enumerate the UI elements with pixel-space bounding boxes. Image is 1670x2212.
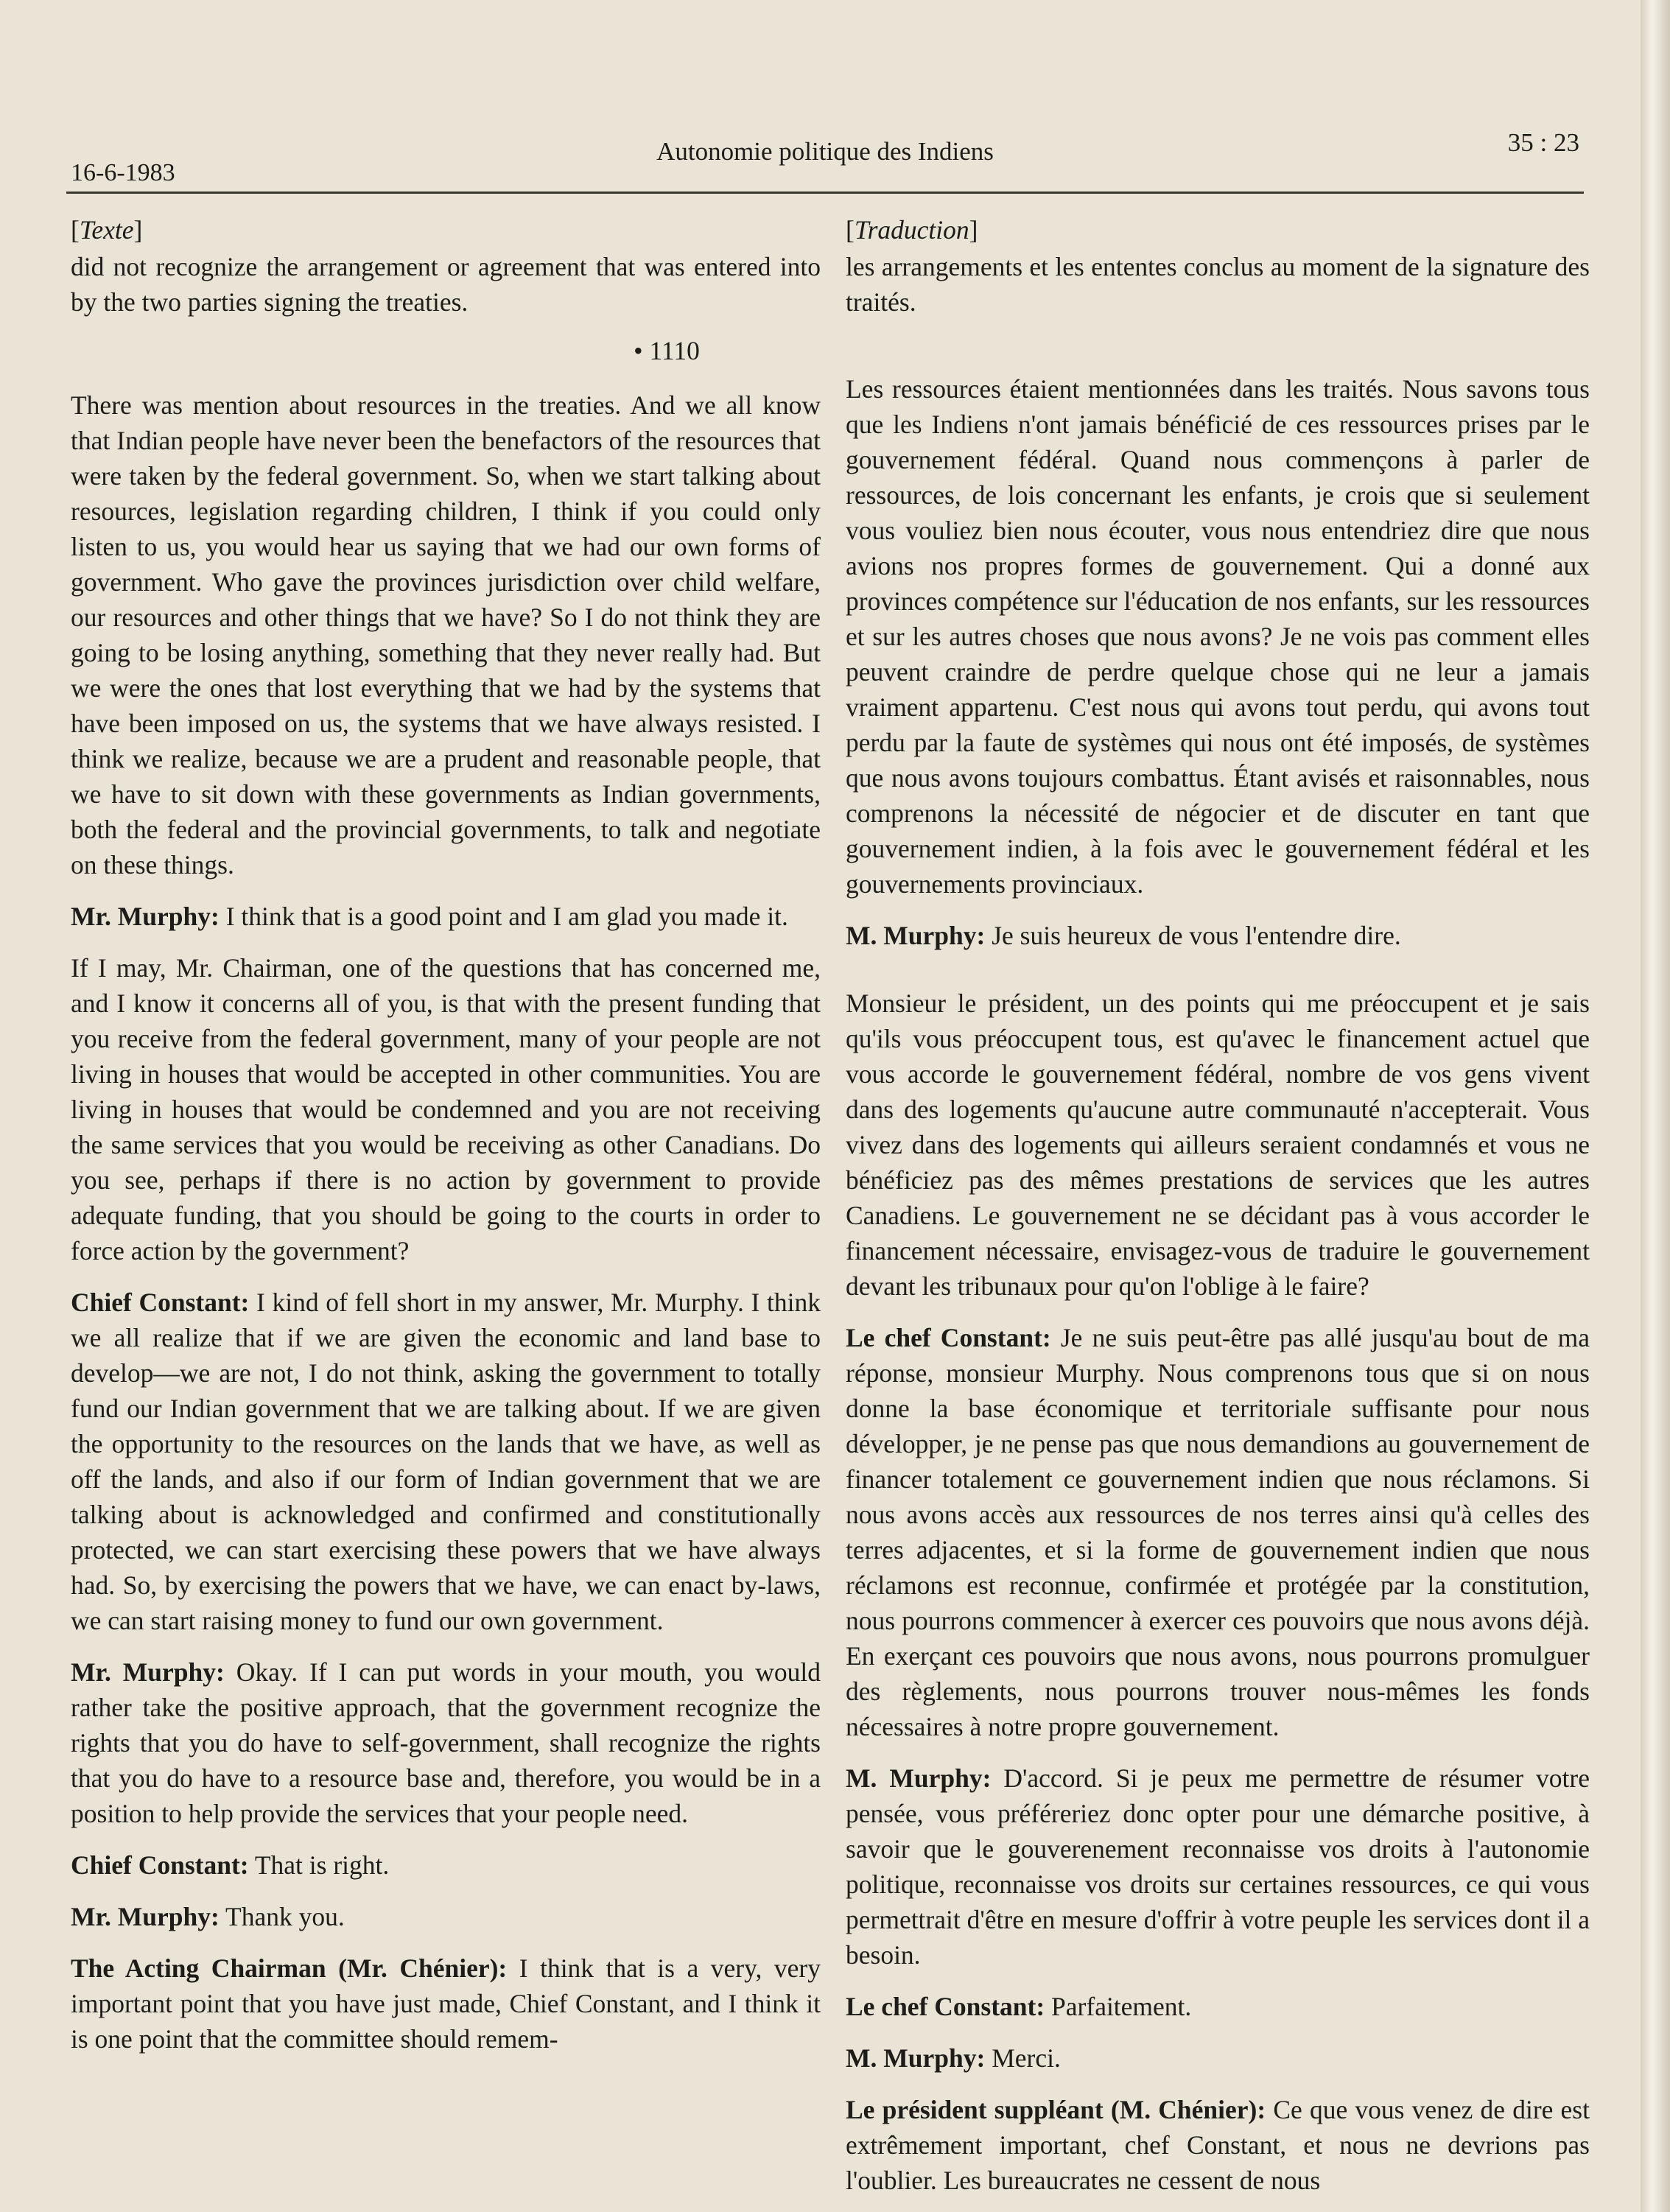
speaker-name: Mr. Murphy:	[71, 1902, 220, 1931]
speech-paragraph: Le chef Constant: Je ne suis peut-être pas allé jusqu'au bout de ma réponse, monsieur Murphy. Nous comprenons tous que si on nous donne la base économique et territoriale suffisante pour nous développer, je ne pense pas que nous demandions au gouvernement de financer totalement ce gouvernement indien que nous réclamons. Si nous avons accès aux ressources de nos terres ainsi qu'à celles des terres adjacentes, et si la forme de gouvernement indien que nous réclamons est reconnue, confirmée et protégée par la constitution, nous pourrons commencer à exercer ces pouvoirs que nous avons déjà. En exerçant ces pouvoirs que nous avons, nous pourrons promulguer des règlements, nous pourrons trouver nous-mêmes les fonds nécessaires à notre propre gouvernement.	[846, 1323, 1590, 1741]
speech-paragraph: The Acting Chairman (Mr. Chénier): I think that is a very, very important point that you have just made, Chief Constant, and I think it is one point that the committee should remem-	[71, 1953, 821, 2054]
speech-paragraph: M. Murphy: D'accord. Si je peux me permettre de résumer votre pensée, vous préféreriez donc opter pour une démarche positive, à savoir que le gouverenement reconnaisse vos droits à l'autonomie politique, reconnaisse vos droits sur certaines ressources, ce qui vous permettrait d'être en mesure d'offrir à votre peuple les services dont il a besoin.	[846, 1763, 1590, 1970]
section-tag: [Texte]	[71, 215, 143, 245]
speech-paragraph: Mr. Murphy: Okay. If I can put words in your mouth, you would rather take the positive approach, that the government recognize the rights that you do have to self-government, shall recognize the rights that you do have to a resource base and, therefore, you would be in a position to help provide the services that your people need.	[71, 1657, 821, 1828]
paragraph: did not recognize the arrangement or agreement that was entered into by the two parties signing the treaties.	[71, 252, 821, 317]
speaker-name: Mr. Murphy:	[71, 902, 220, 931]
speaker-name: Le président suppléant (M. Chénier):	[846, 2095, 1266, 2124]
french-column	[846, 212, 1590, 2195]
speaker-name: M. Murphy:	[846, 1763, 992, 1793]
header-date: 16-6-1983	[71, 159, 175, 186]
speech-paragraph: M. Murphy: Je suis heureux de vous l'entendre dire.	[846, 921, 1401, 950]
page-number: 35 : 23	[1507, 128, 1579, 157]
speech-paragraph: Chief Constant: That is right.	[71, 1850, 390, 1880]
speaker-name: Chief Constant:	[71, 1850, 249, 1880]
section-tag: [Traduction]	[846, 215, 978, 245]
speaker-name: M. Murphy:	[846, 2043, 986, 2073]
page-edge	[1641, 0, 1670, 2212]
speaker-name: Le chef Constant:	[846, 1992, 1045, 2021]
speaker-name: Chief Constant:	[71, 1288, 250, 1317]
speech-paragraph: Chief Constant: I kind of fell short in my answer, Mr. Murphy. I think we all realize that if we are given the economic and land base to develop—we are not, I do not think, asking the government to totally fund our Indian government that we are talking about. If we are given the opportunity to the resources on the lands that we have, as well as off the lands, and also if our form of Indian government that we are talking about is acknowledged and confirmed and constitutionally protected, we can start exercising these powers that we have always had. So, by exercising the powers that we have, we can enact by-laws, we can start raising money to fund our own government.	[71, 1288, 821, 1635]
page-header	[66, 125, 1584, 194]
speaker-name: The Acting Chairman (Mr. Chénier):	[71, 1953, 508, 1983]
header-title: Autonomie politique des Indiens	[656, 137, 994, 166]
speech-paragraph: Le chef Constant: Parfaitement.	[846, 1992, 1192, 2021]
paragraph: les arrangements et les ententes conclus au moment de la signature des traités.	[846, 252, 1590, 317]
paragraph: If I may, Mr. Chairman, one of the questions that has concerned me, and I know it concerns all of you, is that with the present funding that you receive from the federal government, many of your people are not living in houses that would be accepted in other communities. You are living in houses that would be condemned and you are not receiving the same services that you would be receiving as other Canadians. Do you see, perhaps if there is no action by government to provide adequate funding, that you should be going to the courts in order to force action by the government?	[71, 953, 821, 1265]
paragraph: Les ressources étaient mentionnées dans les traités. Nous savons tous que les Indiens n'ont jamais bénéficié de ces ressources prises par le gouvernement fédéral. Quand nous commençons à parler de ressources, de lois concernant les enfants, je crois que si seulement vous vouliez bien nous écouter, vous nous entendriez dire que nous avions nos propres formes de gouvernement. Qui a donné aux provinces compétence sur l'éducation de nos enfants, sur les ressources et sur les autres choses que nous avons? Je ne vois pas comment elles peuvent craindre de perdre quelque chose qui ne leur a jamais vraiment appartenu. C'est nous qui avons tout perdu, qui avons tout perdu par la faute de systèmes qui nous ont été imposés, de systèmes que nous avons toujours combattus. Étant avisés et raisonnables, nous comprenons la nécessité de négocier et de discuter en tant que gouvernement indien, à la fois avec le gouvernement fédéral et les gouvernements provinciaux.	[846, 374, 1590, 899]
speech-paragraph: Le président suppléant (M. Chénier): Ce que vous venez de dire est extrêmement important, chef Constant, et nous ne devrions pas l'oublier. Les bureaucrates ne cessent de nous	[846, 2095, 1590, 2195]
speech-paragraph: M. Murphy: Merci.	[846, 2043, 1061, 2073]
speech-paragraph: Mr. Murphy: I think that is a good point and I am glad you made it.	[71, 902, 788, 931]
speech-paragraph: Mr. Murphy: Thank you.	[71, 1902, 345, 1931]
speaker-name: M. Murphy:	[846, 921, 986, 950]
paragraph: There was mention about resources in the treaties. And we all know that Indian people have never been the benefactors of the resources that were taken by the federal government. So, when we start talking about resources, legislation regarding children, I think if you could only listen to us, you would hear us saying that we had our own forms of government. Who gave the provinces jurisdiction over child welfare, our resources and other things that we have? So I do not think they are going to be losing anything, something that they never really had. But we were the ones that lost everything that we had by the systems that have been imposed on us, the systems that we have always resisted. I think we realize, because we are a prudent and reasonable people, that we have to sit down with these governments as Indian governments, both the federal and the provincial governments, to talk and negotiate on these things.	[71, 390, 821, 879]
english-column	[71, 212, 821, 2171]
speaker-name: Le chef Constant:	[846, 1323, 1051, 1352]
paragraph: Monsieur le président, un des points qui me préoccupent et je sais qu'ils vous préoccupent tous, est qu'avec le financement actuel que vous accorde le gouvernement fédéral, nombre de vos gens vivent dans des logements qu'aucune autre communauté n'accepterait. Vous vivez dans des logements qui ailleurs seraient condamnés et vous ne bénéficiez pas des mêmes prestations de services que les autres Canadiens. Le gouvernement ne se décidant pas à vous accorder le financement nécessaire, envisagez-vous de traduire le gouvernement devant les tribunaux pour qu'on l'oblige à le faire?	[846, 989, 1590, 1301]
speaker-name: Mr. Murphy:	[71, 1657, 225, 1687]
time-marker: • 1110	[634, 336, 700, 365]
